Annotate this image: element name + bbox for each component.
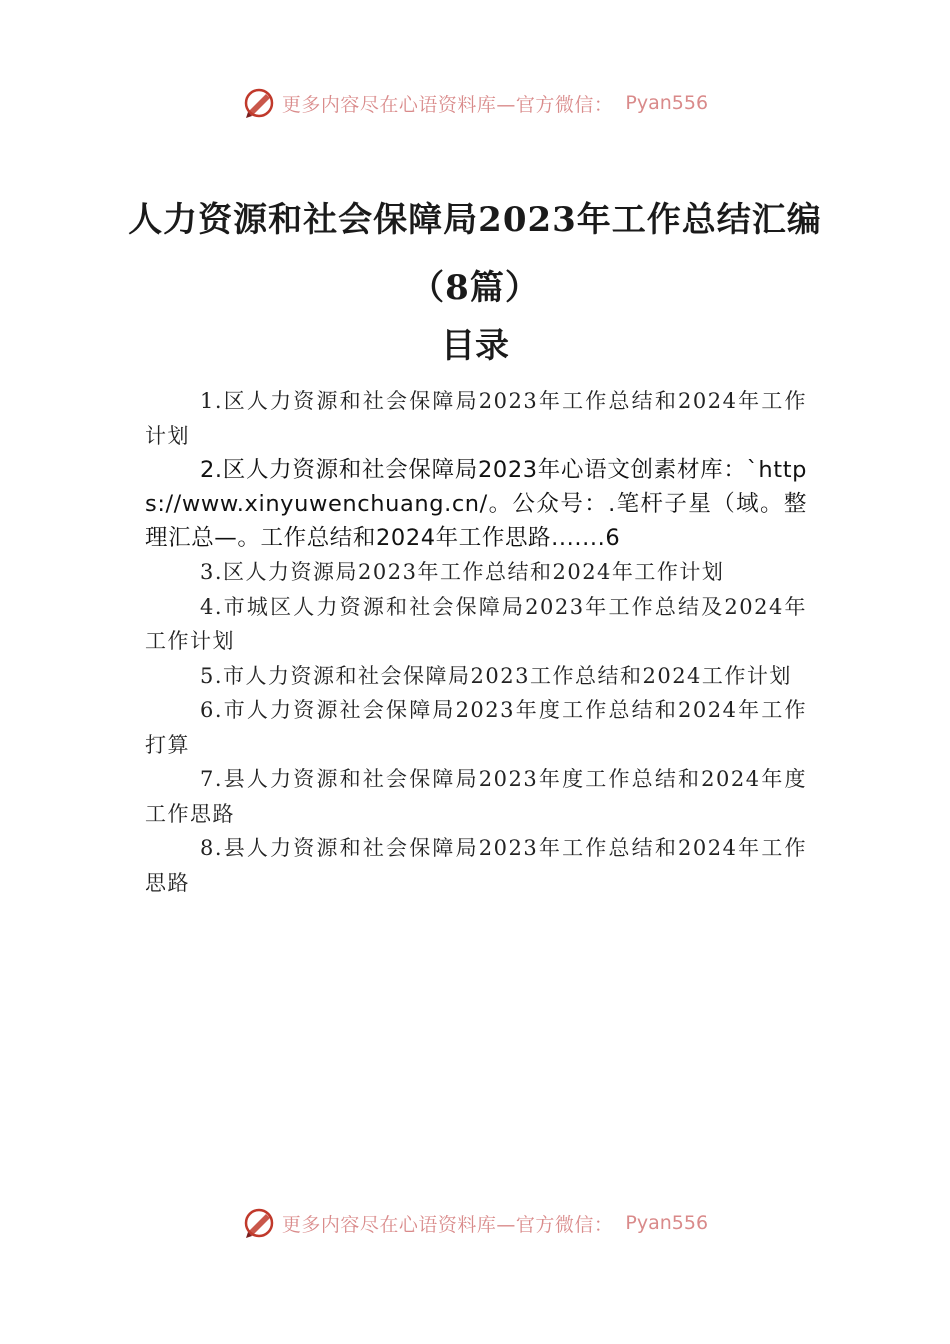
- pen-logo-icon: [242, 1206, 276, 1240]
- watermark-text: 更多内容尽在心语资料库—官方微信：: [281, 93, 614, 116]
- toc-item: 7.县人力资源和社会保障局2023年度工作总结和2024年度工作思路: [145, 767, 807, 826]
- toc-heading: 目录: [441, 326, 509, 366]
- watermark-wechat-id: Pyan556: [625, 92, 709, 114]
- watermark-text: 更多内容尽在心语资料库—官方微信：: [281, 1213, 614, 1236]
- table-of-contents: [145, 384, 807, 900]
- toc-item: 5.市人力资源和社会保障局2023工作总结和2024工作计划: [200, 663, 792, 688]
- toc-item: 8.县人力资源和社会保障局2023年工作总结和2024年工作思路: [145, 836, 807, 895]
- document-title: 人力资源和社会保障局2023年工作总结汇编（8篇）: [128, 200, 822, 308]
- footer-watermark: [0, 1208, 950, 1238]
- toc-item: 3.区人力资源局2023年工作总结和2024年工作计划: [200, 560, 725, 584]
- toc-item: 1.区人力资源和社会保障局2023年工作总结和2024年工作计划: [145, 389, 807, 448]
- toc-item: 2.区人力资源和社会保障局2023年心语文创素材库：`https://www.xinyuwenchuang.cn/。公众号：.笔杆子星（域。整理汇总—。工作总结和2024年工作思路.......6: [145, 457, 807, 551]
- toc-item: 4.市城区人力资源和社会保障局2023年工作总结及2024年工作计划: [145, 594, 807, 653]
- watermark-wechat-id: Pyan556: [625, 1212, 709, 1234]
- toc-item: 6.市人力资源社会保障局2023年度工作总结和2024年工作打算: [145, 698, 807, 757]
- header-watermark: [0, 86, 950, 120]
- pen-logo-icon: [242, 86, 276, 120]
